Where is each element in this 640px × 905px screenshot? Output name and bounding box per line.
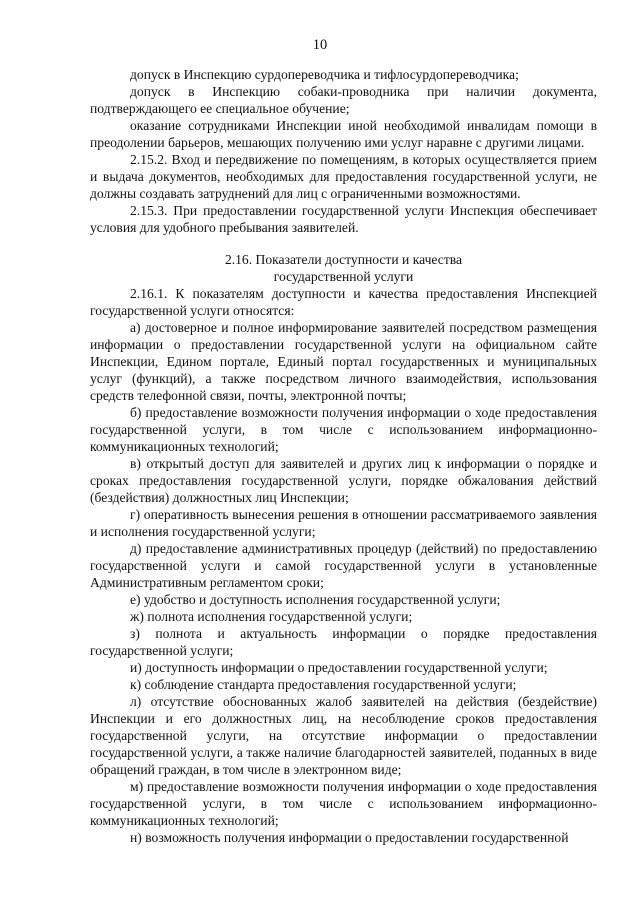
- paragraph-staff-assistance: оказание сотрудниками Инспекции иной необходимой инвалидам помощи в преодолении барьеров, мешающих получению ими услуг наравне с другими лицами.: [90, 118, 597, 150]
- list-item-m: м) предоставление возможности получения информации о ходе предоставления государственной услуги, в том числе с использованием информационно-коммуникационных технологий;: [90, 779, 597, 828]
- list-item-a: а) достоверное и полное информирование заявителей посредством размещения информации о предоставлении государственной услуги на официальном сайте Инспекции, Едином портале, Единый портал государственных и муниципальных услуг (функций), а также посредством личного взаимодействия, использования средств телефонной связи, почты, электронной почты;: [90, 320, 597, 403]
- list-item-z: з) полнота и актуальность информации о порядке предоставления государственной услуги;: [90, 626, 597, 658]
- document-body: [90, 66, 597, 846]
- list-item-zh: ж) полнота исполнения государственной услуги;: [130, 609, 413, 624]
- paragraph-2-16-1: 2.16.1. К показателям доступности и качества предоставления Инспекцией государственной услуги относятся:: [90, 286, 597, 318]
- list-item-e: е) удобство и доступность исполнения государственной услуги;: [130, 592, 501, 607]
- list-item-v: в) открытый доступ для заявителей и других лиц к информации о порядке и сроках предоставления государственной услуги, порядке обжалования действий (бездействия) должностных лиц Инспекции;: [90, 456, 597, 505]
- list-item-l: л) отсутствие обоснованных жалоб заявителей на действия (бездействие) Инспекции и его должностных лиц, на несоблюдение сроков предоставления государственной услуги, на отсутствие информации о предоставлении государственной услуги, а также наличие благодарностей заявителей, поданных в виде обращений граждан, в том числе в электронном виде;: [90, 694, 597, 777]
- paragraph-sign-interpreter: допуск в Инспекцию сурдопереводчика и тифлосурдопереводчика;: [130, 67, 519, 82]
- page-number: 10: [312, 37, 328, 53]
- list-item-i: и) доступность информации о предоставлении государственной услуги;: [130, 660, 548, 675]
- paragraph-2-15-2: 2.15.2. Вход и передвижение по помещениям, в которых осуществляется прием и выдача документов, необходимых для предоставления государственной услуги, не должны создавать затруднений для лиц с ограниченными возможностями.: [90, 152, 597, 201]
- list-item-k: к) соблюдение стандарта предоставления государственной услуги;: [130, 677, 517, 692]
- list-item-n: н) возможность получения информации о предоставлении государственной: [130, 830, 569, 845]
- list-item-g: г) оперативность вынесения решения в отношении рассматриваемого заявления и исполнения государственной услуги;: [90, 507, 597, 539]
- paragraph-guide-dog: допуск в Инспекцию собаки-проводника при наличии документа, подтверждающего ее специальное обучение;: [90, 84, 597, 116]
- section-heading-line-1: 2.16. Показатели доступности и качества: [224, 252, 463, 267]
- section-heading-line-2: государственной услуги: [273, 269, 414, 284]
- section-heading-2-16: [90, 251, 597, 285]
- list-item-d: д) предоставление административных процедур (действий) по предоставлению государственной услуги и самой государственной услуги в установленные Административным регламентом сроки;: [90, 541, 597, 590]
- paragraph-2-15-3: 2.15.3. При предоставлении государственной услуги Инспекция обеспечивает условия для удобного пребывания заявителей.: [90, 203, 597, 235]
- list-item-b: б) предоставление возможности получения информации о ходе предоставления государственной услуги, в том числе с использованием информационно-коммуникационных технологий;: [90, 405, 597, 454]
